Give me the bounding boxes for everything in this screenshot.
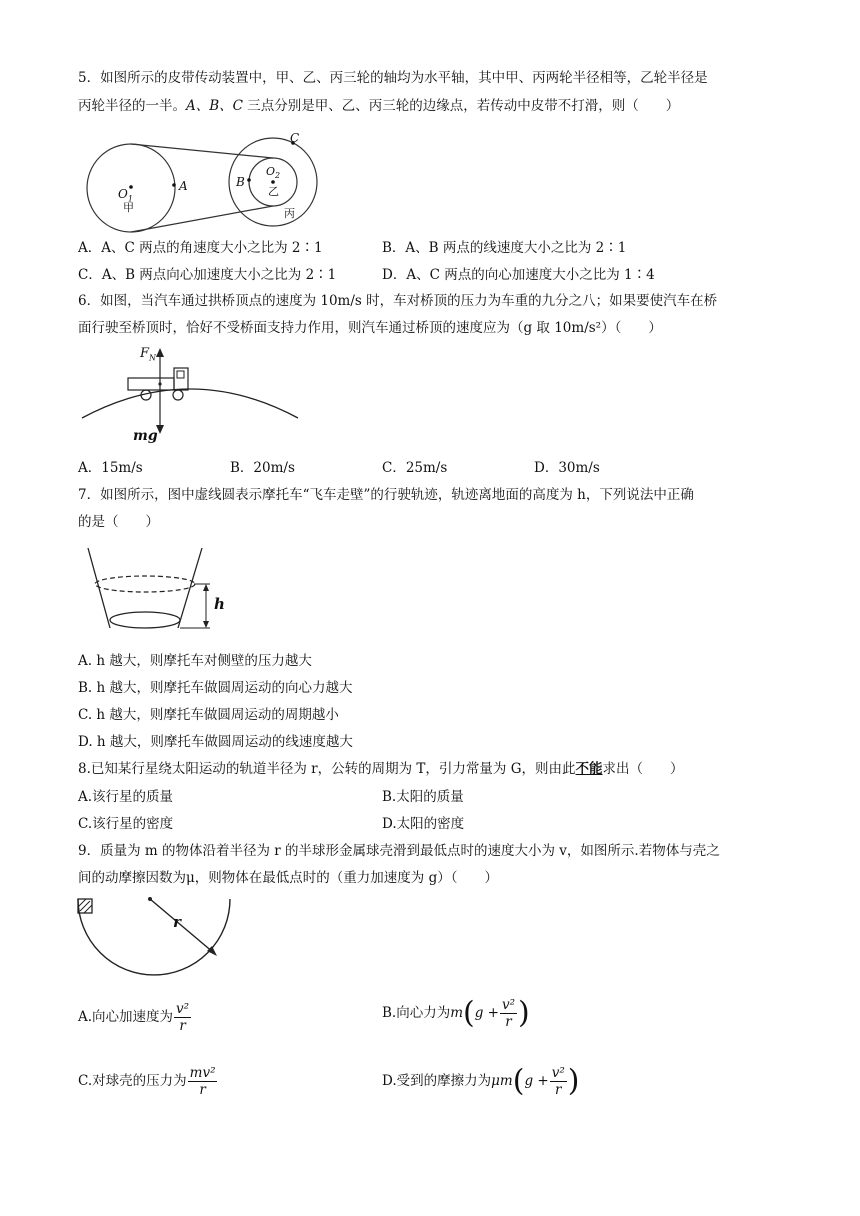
point-c-label: C [290,131,300,145]
q7-option-a: A. h 越大，则摩托车对侧壁的压力越大 [78,653,312,669]
q6-option-a: A．15m/s [78,460,143,476]
radius-arrow [150,899,214,953]
q6-stem-line1: 6．如图，当汽车通过拱桥顶点的速度为 10m/s 时，车对桥顶的压力为车重的九分之八；如果要使汽车在桥 [78,293,718,309]
shell-arc [78,899,230,975]
wall-of-death-figure [84,542,254,642]
q6-stem-line2: 面行驶至桥顶时，恰好不受桥面支持力作用，则汽车通过桥顶的速度应为（g 取 10m/s²）（ ） [78,320,662,336]
hemisphere-shell-figure [76,893,246,983]
q9-stem-line2: 间的动摩擦因数为μ，则物体在最低点时的（重力加速度为 g）（ ） [78,870,498,886]
frac-v2-over-r: $\frac{\text{v²}}{r}$ [502,997,516,1030]
wheel-bing-label: 丙 [284,207,295,220]
q5-option-b: B．A、B 两点的线速度大小之比为 2∶1 [382,240,627,256]
q9-option-b: B.向心力为m(g + $\frac{\text{v²}}{r}$ ) [382,995,530,1031]
q9-option-d: D.受到的摩擦力为μm(g + $\frac{\text{v²}}{r}$ ) [382,1063,580,1099]
arch-bridge-car-figure [80,340,320,450]
q5-option-a: A．A、C 两点的角速度大小之比为 2∶1 [78,240,323,256]
point-b-label: B [236,175,245,189]
q5-stem-line1: 5．如图所示的皮带传动装置中，甲、乙、丙三轮的轴均为水平轴，其中甲、丙两轮半径相等，乙轮半径是 [78,70,708,86]
q7-option-c: C. h 越大，则摩托车做圆周运动的周期越小 [78,707,339,723]
frac-v2-over-r: $\frac{\text{v²}}{r}$ [176,1001,190,1034]
height-label: h [214,595,225,613]
wheel-jia-label: 甲 [123,201,134,214]
o2-label: $O_2$ [266,165,281,181]
q7-option-b: B. h 越大，则摩托车做圆周运动的向心力越大 [78,680,353,696]
q5-option-c: C．A、B 两点向心加速度大小之比为 2∶1 [78,267,337,283]
q8-stem: 8.已知某行星绕太阳运动的轨道半径为 r，公转的周期为 T，引力常量为 G，则由此不能求出（ ） [78,761,684,777]
o1-label: $O_1$ [118,187,133,204]
cone-base [110,612,180,628]
q9-stem-line1: 9．质量为 m 的物体沿着半径为 r 的半球形金属球壳滑到最低点时的速度大小为 v，如图所示.若物体与壳之 [78,843,720,859]
q5-stem-line2: 丙轮半径的一半。A、B、C 三点分别是甲、乙、丙三轮的边缘点，若传动中皮带不打滑，则（ ） [78,98,680,114]
truck-bed [128,378,174,390]
frac-mv2-over-r: $\frac{\text{mv²}}{r}$ [189,1065,216,1098]
q7-option-d: D. h 越大，则摩托车做圆周运动的线速度越大 [78,734,353,750]
cone-wall-right [178,548,202,628]
gravity-label: mg [133,428,158,444]
q7-stem-line1: 7．如图所示，图中虚线圆表示摩托车“飞车走壁”的行驶轨迹，轨迹离地面的高度为 h，下列说法中正确 [78,487,694,503]
q9-option-c: C.对球壳的压力为 $\frac{\text{mv²}}{r}$ [78,1065,216,1098]
q7-stem-line2: 的是（ ） [78,514,159,530]
q8-option-d: D.太阳的密度 [382,816,465,832]
q6-option-d: D．30m/s [534,460,600,476]
point-a-label: A [179,179,188,193]
bridge-arch [82,389,298,418]
q6-option-b: B．20m/s [230,460,295,476]
cone-wall-left [88,548,110,628]
belt-lower [131,206,273,232]
normal-force-label: $F_N$ [140,346,157,363]
track-dashed-circle [95,576,195,592]
radius-label: r [173,913,181,931]
frac-v2-over-r: $\frac{\text{v²}}{r}$ [551,1065,565,1098]
wheel-yi-label: 乙 [268,185,279,198]
q8-option-c: C.该行星的密度 [78,816,174,832]
q6-option-c: C．25m/s [382,460,448,476]
q8-option-a: A.该行星的质量 [78,789,174,805]
q8-option-b: B.太阳的质量 [382,789,464,805]
q5-option-d: D．A、C 两点的向心加速度大小之比为 1∶4 [382,267,655,283]
truck-wheel-front [173,390,183,400]
belt-upper [131,144,273,158]
negation-emphasis: 不能 [575,761,603,777]
q9-option-a: A.向心加速度为 $\frac{\text{v²}}{r}$ [78,1001,190,1034]
